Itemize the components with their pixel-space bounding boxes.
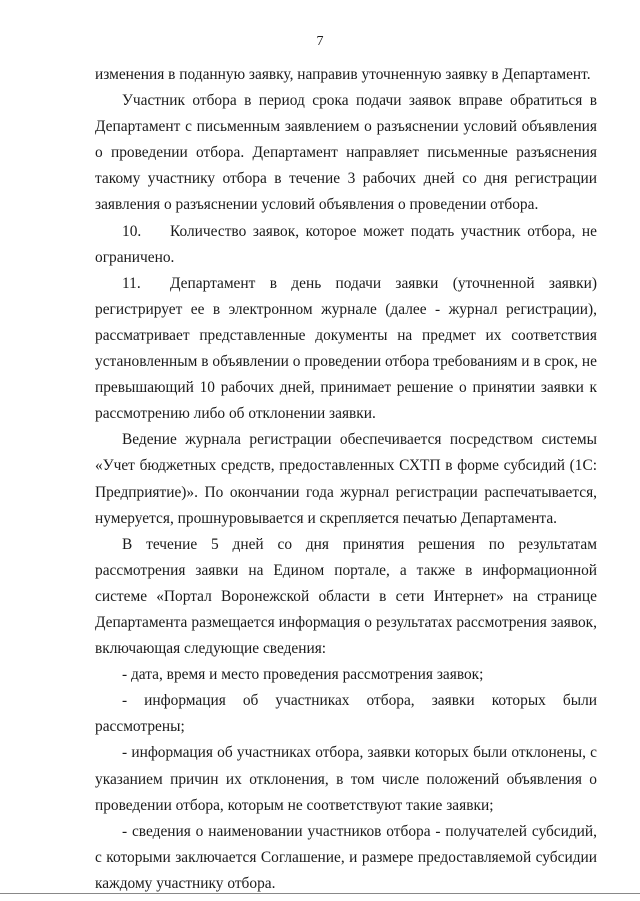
paragraph: В течение 5 дней со дня принятия решения по результатам рассмотрения заявки на Едином портале, а также в информационной системе «Портал Воронежской области в сети Интернет» на странице Департамента размещается информация о результатах рассмотрения заявок, включающая следующие сведения:: [95, 535, 597, 658]
paragraph-text: Департамент в день подачи заявки (уточненной заявки) регистрирует ее в электронном журнале (далее - журнал регистрации), рассматривает представленные документы на предмет их соответствия установленным в объявлении о проведении отбора требованиям и в срок, не превышающий 10 рабочих дней, принимает решение о принятии заявки к рассмотрению либо об отклонении заявки.: [95, 274, 597, 423]
page-number: 7: [316, 34, 324, 49]
paragraph-number: 11.: [122, 274, 141, 292]
numbered-paragraph: [95, 219, 597, 271]
page-bottom-rule: [0, 893, 640, 894]
list-item: - информация об участниках отбора, заявки которых были рассмотрены;: [95, 692, 597, 736]
list-item: - сведения о наименовании участников отбора - получателей субсидий, с которыми заключается Соглашение, и размере предоставляемой субсидии каждому участнику отбора.: [95, 822, 597, 892]
numbered-paragraph: [95, 271, 597, 428]
list-item: - дата, время и место проведения рассмотрения заявок;: [122, 666, 484, 684]
paragraph-text: Количество заявок, которое может подать участник отбора, не ограничено.: [95, 222, 597, 266]
paragraph: изменения в поданную заявку, направив уточненную заявку в Департамент.: [95, 66, 591, 83]
list-item: - информация об участниках отбора, заявки которых были отклонены, с указанием причин их отклонения, в том числе положений объявления о проведении отбора, которым не соответствуют такие заявки;: [95, 744, 597, 814]
paragraph: Ведение журнала регистрации обеспечивается посредством системы «Учет бюджетных средств, предоставленных СХТП в форме субсидий (1С: Предприятие)». По окончании года журнал регистрации распечатывается, нумеруется, прошнуровывается и скрепляется печатью Департамента.: [95, 431, 597, 527]
paragraph-number: 10.: [122, 222, 142, 240]
paragraph: Участник отбора в период срока подачи заявок вправе обратиться в Департамент с письменным заявлением о разъяснении условий объявления о проведении отбора. Департамент направляет письменные разъяснения такому участнику отбора в течение 3 рабочих дней со дня регистрации заявления о разъяснении условий объявления о проведении отбора.: [95, 92, 597, 214]
document-body: [95, 62, 597, 897]
